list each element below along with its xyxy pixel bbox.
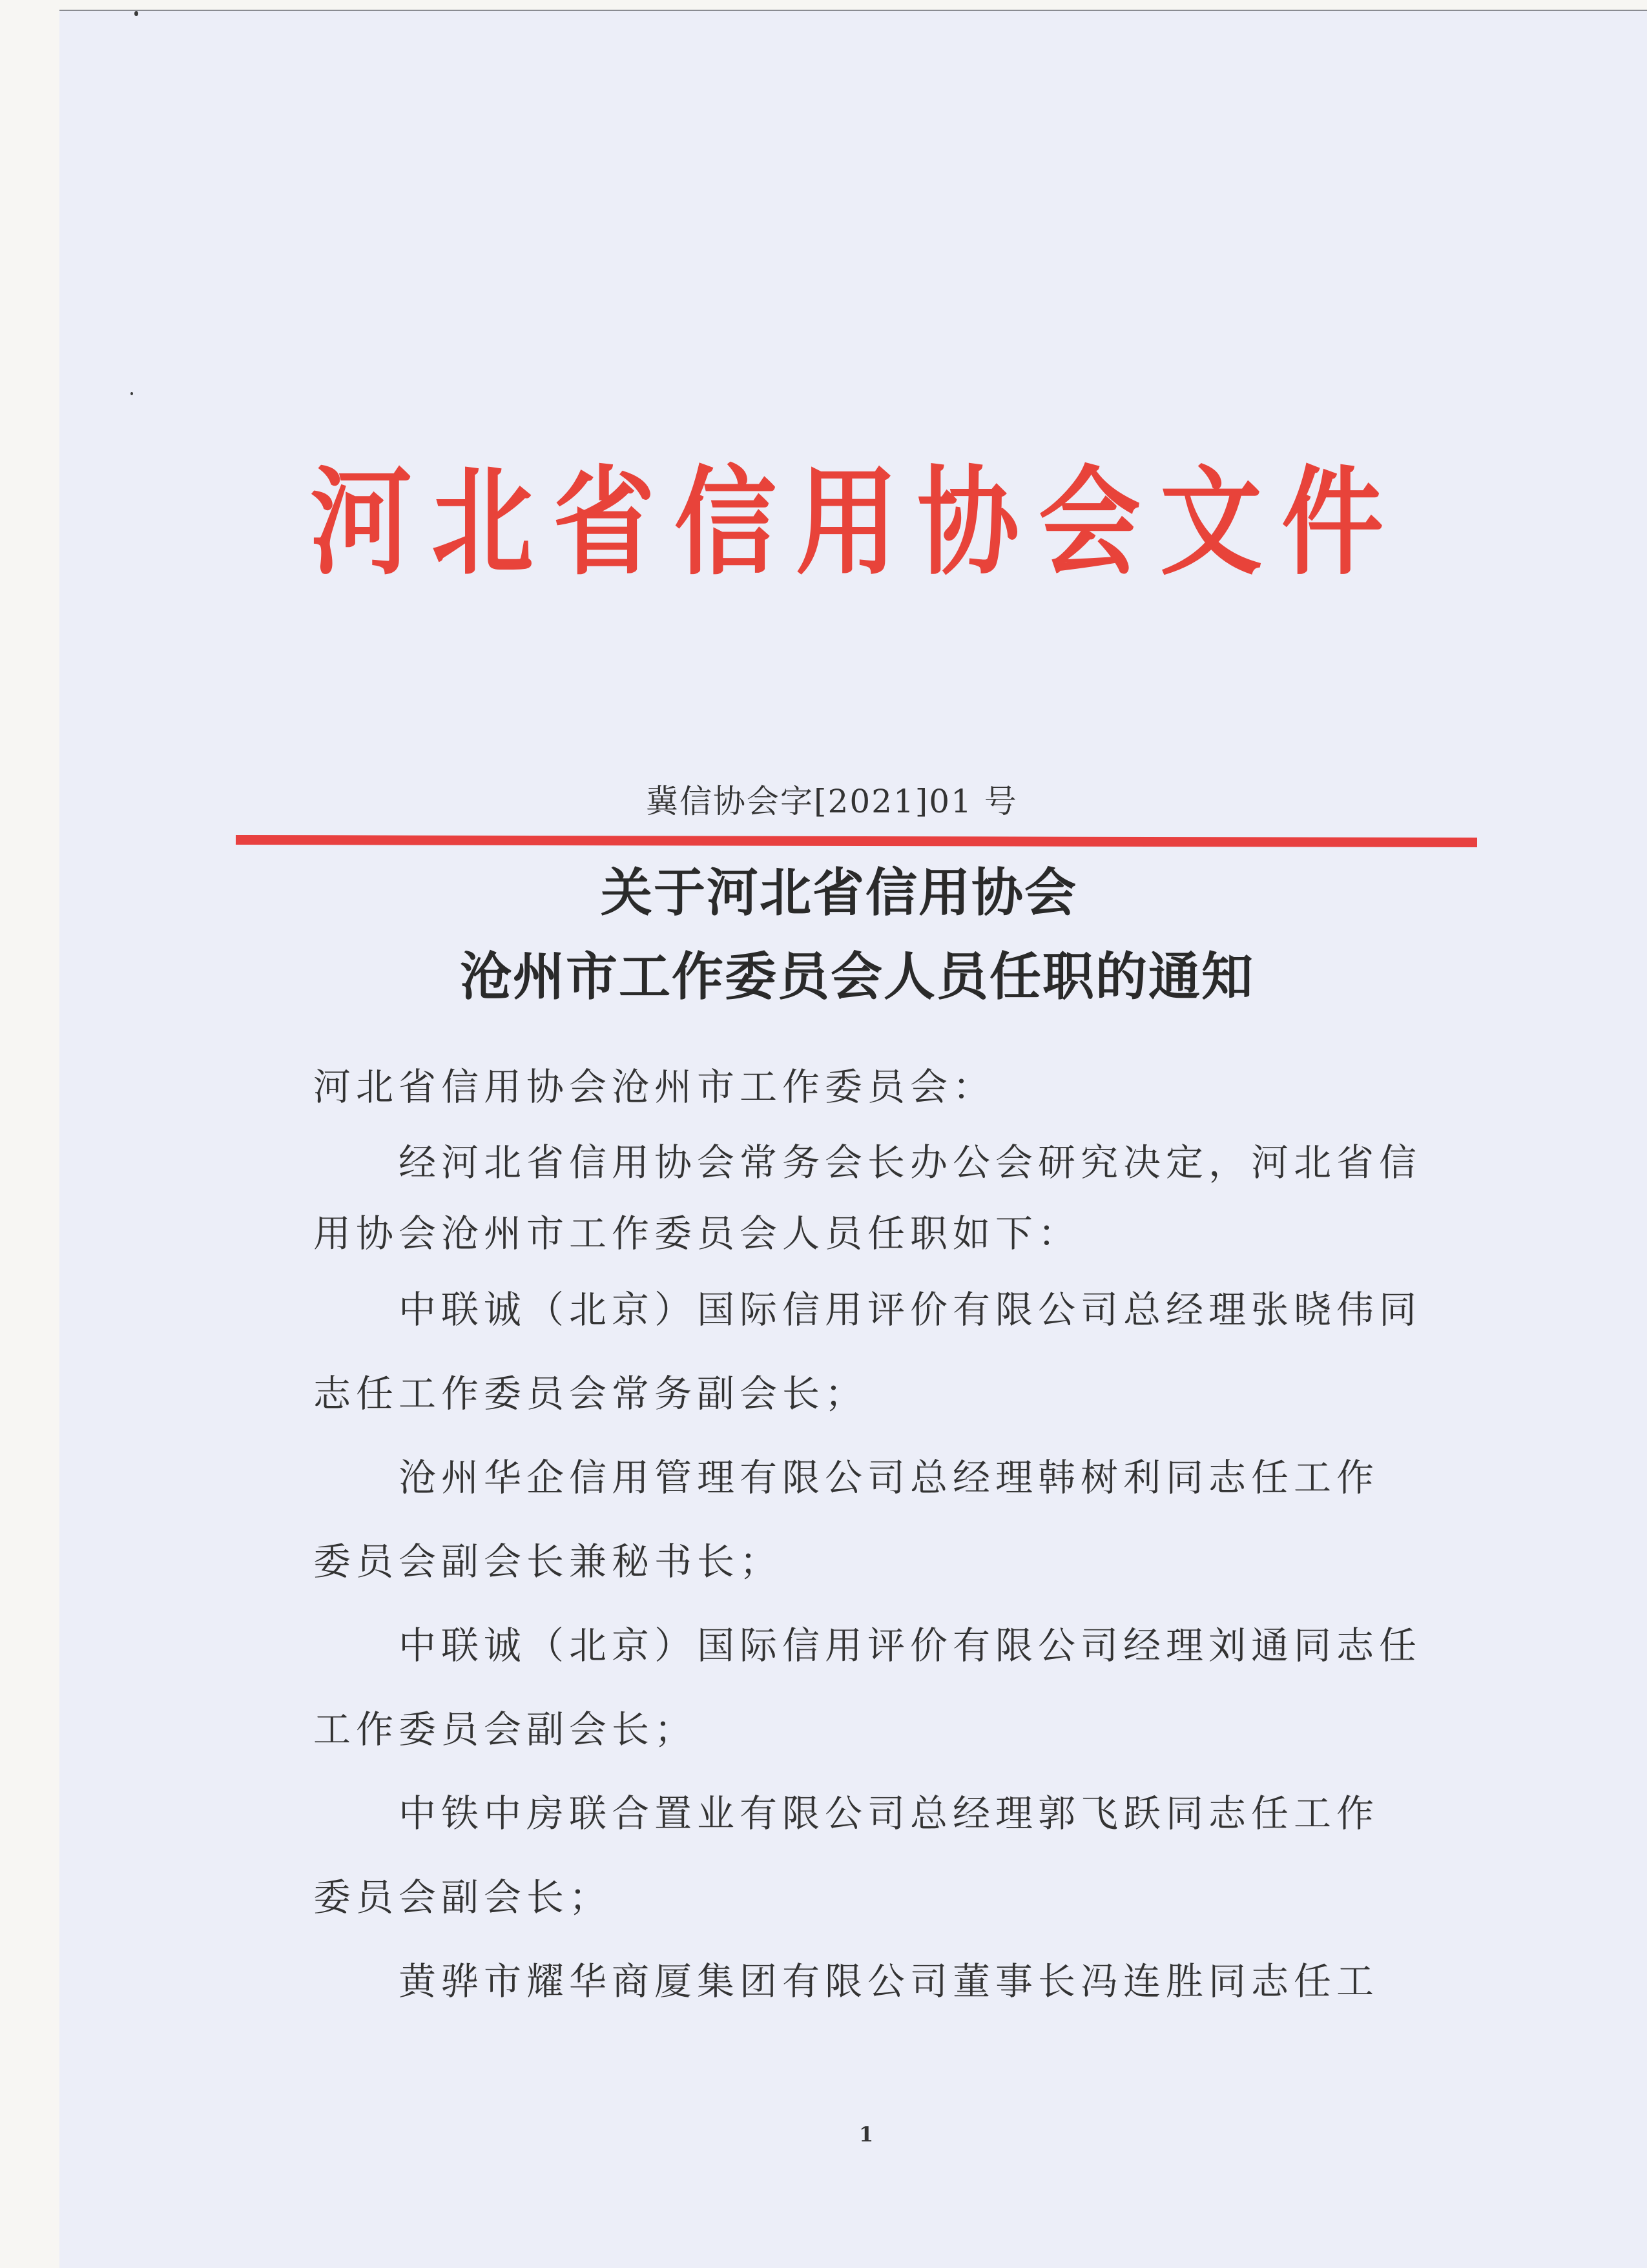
notice-title-line-2: 沧州市工作委员会人员任职的通知 xyxy=(460,947,1254,1007)
appointment-line: 委员会副会长； xyxy=(313,1875,612,1919)
appointment-line: 中联诚（北京）国际信用评价有限公司总经理张晓伟同 xyxy=(399,1288,1422,1332)
appointment-line: 中铁中房联合置业有限公司总经理郭飞跃同志任工作 xyxy=(399,1791,1380,1835)
document-page xyxy=(59,10,1647,2268)
appointment-line: 工作委员会副会长； xyxy=(313,1707,698,1751)
document-number: 冀信协会字[2021]01 号 xyxy=(646,783,1018,820)
appointment-line: 委员会副会长兼秘书长； xyxy=(313,1540,783,1583)
appointment-line: 沧州华企信用管理有限公司总经理韩树利同志任工作 xyxy=(399,1456,1380,1500)
red-header-title: 河北省信用协会文件 xyxy=(310,454,1403,592)
scan-speck xyxy=(130,392,133,395)
appointment-line: 黄骅市耀华商厦集团有限公司董事长冯连胜同志任工 xyxy=(399,1959,1380,2003)
body-line: 经河北省信用协会常务会长办公会研究决定，河北省信 xyxy=(399,1140,1422,1184)
salutation: 河北省信用协会沧州市工作委员会： xyxy=(313,1065,996,1109)
appointment-line: 志任工作委员会常务副会长； xyxy=(313,1372,868,1416)
notice-title-line-1: 关于河北省信用协会 xyxy=(601,863,1077,923)
scan-speck xyxy=(134,11,138,16)
appointment-line: 中联诚（北京）国际信用评价有限公司经理刘通同志任 xyxy=(399,1624,1422,1667)
body-line: 用协会沧州市工作委员会人员任职如下： xyxy=(313,1211,1081,1255)
page-number: 1 xyxy=(859,2122,874,2147)
